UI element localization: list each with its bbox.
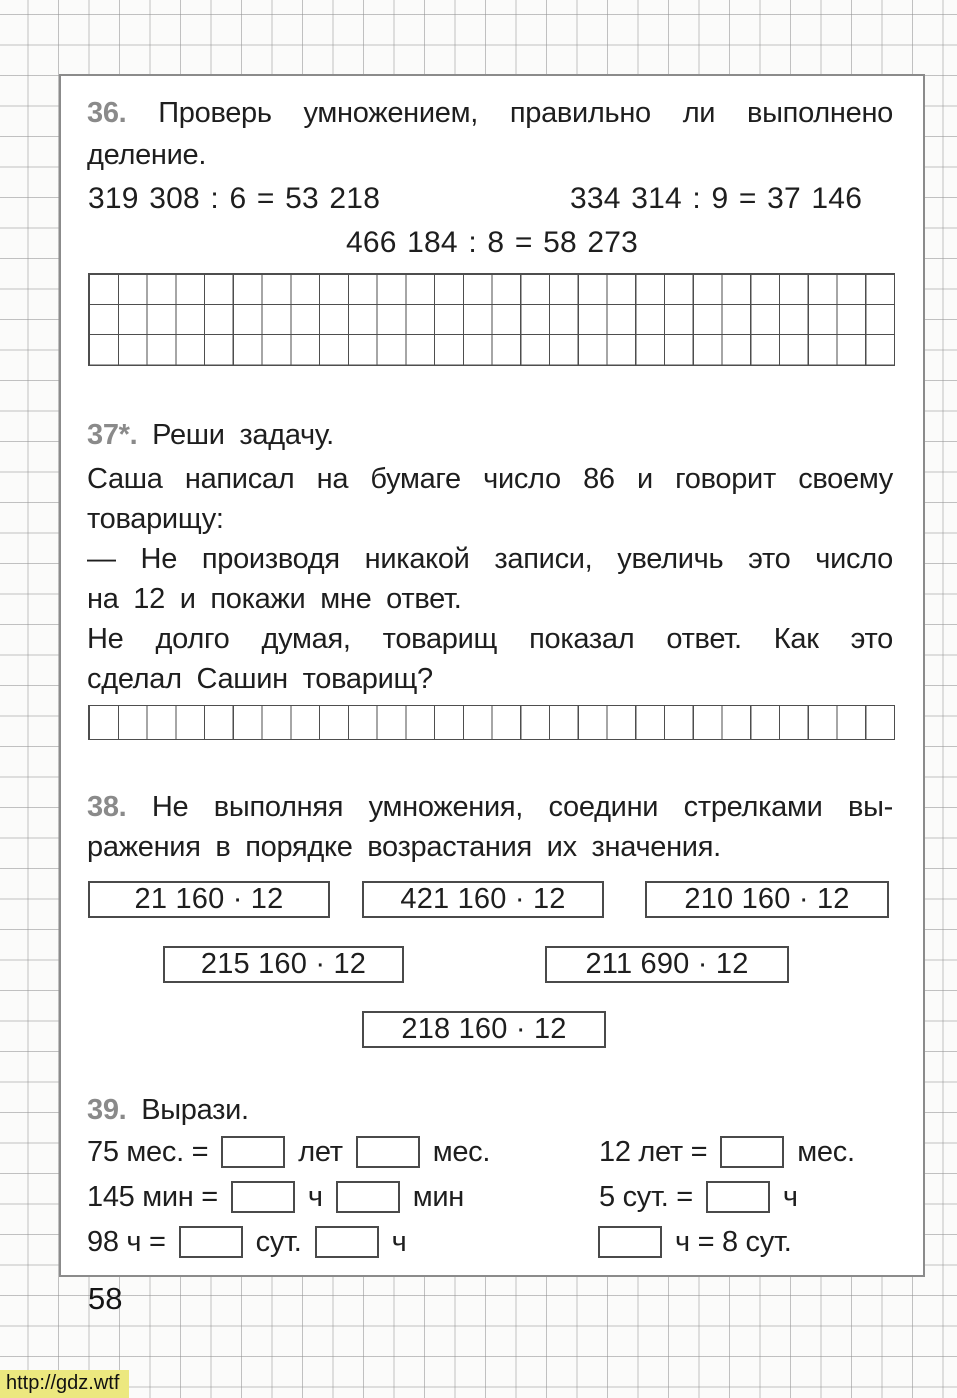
convert-row-years-right: [599, 1134, 855, 1170]
convert-label: 145 мин =: [87, 1180, 218, 1213]
exercise-39-title: [87, 1093, 893, 1127]
convert-row-hours-right: [598, 1224, 791, 1260]
exercise-37-number: 37*.: [87, 419, 138, 451]
exercise-37-text-line: на 12 и покажи мне ответ.: [87, 583, 462, 615]
convert-row-days-right: [599, 1179, 798, 1215]
expression-box-210160[interactable]: 210 160 · 12: [645, 881, 889, 918]
convert-row-minutes-left: [87, 1179, 464, 1215]
exercise-37-text-line: Саша написал на бумаге число 86 и говорит своему: [87, 463, 893, 495]
answer-box-months[interactable]: [720, 1136, 784, 1168]
exercise-38-title-line2: ражения в порядке возрастания их значения.: [87, 831, 721, 863]
exercise-36-title-line2: деление.: [87, 139, 207, 171]
equation-division-2: 334 314 : 9 = 37 146: [570, 182, 863, 215]
convert-unit: ч: [307, 1180, 323, 1213]
convert-unit: мес.: [432, 1135, 491, 1168]
convert-unit: ч = 8 сут.: [675, 1225, 792, 1258]
expression-box-21160[interactable]: 21 160 · 12: [88, 881, 330, 918]
exercise-38-title-text: Не выполняя умножения, соедини стрелками вы-: [151, 791, 893, 823]
convert-label: 5 сут. =: [599, 1180, 693, 1213]
answer-box-hours[interactable]: [315, 1226, 379, 1258]
convert-unit: лет: [298, 1135, 343, 1168]
expression-box-218160[interactable]: 218 160 · 12: [362, 1011, 606, 1048]
exercise-37-text-line: Не долго думая, товарищ показал ответ. Как это: [87, 623, 893, 655]
convert-unit: сут.: [255, 1225, 302, 1258]
exercise-38-title-line1: [87, 790, 893, 824]
answer-box-minutes[interactable]: [336, 1181, 400, 1213]
convert-unit: мес.: [797, 1135, 855, 1168]
equation-division-1: 319 308 : 6 = 53 218: [88, 182, 381, 215]
work-grid-exercise-36[interactable]: [88, 273, 895, 366]
answer-box-hours[interactable]: [598, 1226, 662, 1258]
watermark-link[interactable]: http://gdz.wtf: [0, 1370, 129, 1398]
exercise-36-number: 36.: [87, 97, 127, 129]
exercise-37-text-line: товарищу:: [87, 503, 224, 535]
page-number: 58: [88, 1281, 123, 1316]
convert-label: 12 лет =: [599, 1135, 708, 1168]
exercise-39-title-text: Вырази.: [141, 1094, 249, 1126]
expression-box-421160[interactable]: 421 160 · 12: [362, 881, 604, 918]
exercise-36-title-text: Проверь умножением, правильно ли выполнено: [158, 97, 893, 129]
workbook-page: [59, 74, 925, 1277]
exercise-37-title: [87, 418, 893, 452]
equation-division-3: 466 184 : 8 = 58 273: [345, 226, 639, 259]
convert-label: 98 ч =: [87, 1225, 166, 1258]
convert-unit: ч: [391, 1225, 407, 1258]
answer-box-years[interactable]: [221, 1136, 285, 1168]
exercise-37-title-text: Реши задачу.: [152, 419, 334, 451]
work-grid-exercise-37[interactable]: [88, 705, 895, 740]
convert-row-hours-left: [87, 1224, 406, 1260]
expression-box-215160[interactable]: 215 160 · 12: [163, 946, 404, 983]
answer-box-months[interactable]: [356, 1136, 420, 1168]
convert-unit: мин: [412, 1180, 464, 1213]
answer-box-hours[interactable]: [231, 1181, 295, 1213]
answer-box-days[interactable]: [179, 1226, 243, 1258]
convert-unit: ч: [782, 1180, 798, 1213]
answer-box-hours[interactable]: [706, 1181, 770, 1213]
exercise-39-number: 39.: [87, 1094, 127, 1126]
convert-row-months-left: [87, 1134, 490, 1170]
convert-label: 75 мес. =: [87, 1135, 209, 1168]
exercise-36-title-line1: [87, 96, 893, 130]
exercise-38-number: 38.: [87, 791, 127, 823]
exercise-37-text-line: сделал Сашин товарищ?: [87, 663, 433, 695]
exercise-37-text-line: — Не производя никакой записи, увеличь это число: [87, 543, 893, 575]
expression-box-211690[interactable]: 211 690 · 12: [545, 946, 789, 983]
